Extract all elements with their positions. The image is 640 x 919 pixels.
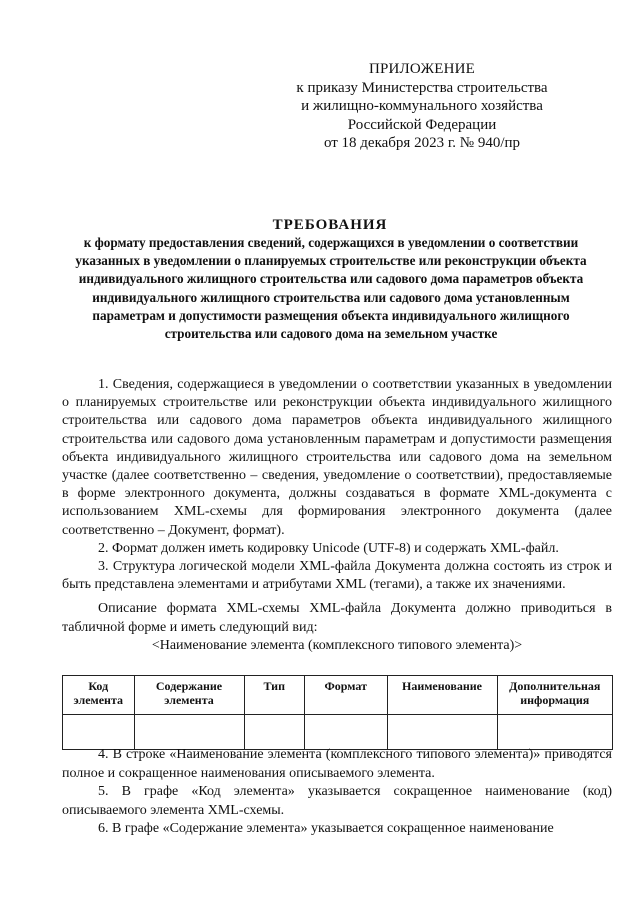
appendix-line-1: к приказу Министерства строительства	[296, 79, 548, 96]
paragraph-7: 6. В графе «Содержание элемента» указывается сокращенное наименование	[98, 821, 554, 837]
table-cell	[497, 715, 613, 750]
column-header: Тип	[244, 676, 305, 715]
column-header: Код элемента	[63, 676, 135, 715]
document-body	[62, 376, 612, 655]
table-cell	[305, 715, 388, 750]
paragraph-4: Описание формата XML-схемы XML-файла Документа должно приводиться в табличной форме и иметь следующий вид:	[62, 601, 612, 635]
table-header-row	[63, 676, 613, 715]
paragraph-1: 1. Сведения, содержащиеся в уведомлении о соответствии указанных в уведомлении о планируемых строительстве или реконструкции объекта индивидуального жилищного строительства или садового дома параметров объекта индивидуального жилищного строительства или садового дома установленным параметрам и допустимости размещения объекта индивидуального жилищного строительства или садового дома на земельном участке (далее соответственно – сведения, уведомление о соответствии), предоставляемые в форме электронного документа, должны создаваться в формате XML-документа с использованием XML-схемы для формирования электронного документа (далее соответственно – Документ, формат).	[62, 377, 612, 538]
column-header: Дополнительная информация	[497, 676, 613, 715]
paragraph-2: 2. Формат должен иметь кодировку Unicode (UTF-8) и содержать XML-файл.	[98, 540, 559, 556]
paragraph-5: 4. В строке «Наименование элемента (комплексного типового элемента)» приводятся полное и сокращенное наименования описываемого элемента.	[62, 747, 612, 781]
column-header: Наименование	[387, 676, 497, 715]
appendix-line-2: и жилищно-коммунального хозяйства	[301, 98, 543, 114]
document-subtitle: к формату предоставления сведений, содержащихся в уведомлении о соответствии указанных в уведомлении о планируемых строительстве или реконструкции объекта индивидуального жилищного строительства или садового дома параметров объекта индивидуального жилищного строительства или садового дома установленным параметрам и допустимости размещения объекта индивидуального жилищного строительства или садового дома на земельном участке	[75, 235, 587, 342]
paragraph-3: 3. Структура логической модели XML-файла Документа должна состоять из строк и быть представлена элементами и атрибутами XML (тегами), а также их значениями.	[62, 559, 612, 593]
paragraph-6: 5. В графе «Код элемента» указывается сокращенное наименование (код) описываемого элемента XML-схемы.	[62, 784, 612, 818]
document-body-continued	[62, 746, 612, 839]
table-row	[63, 715, 613, 750]
format-table	[62, 675, 613, 750]
appendix-line-3: Российской Федерации	[347, 116, 497, 133]
document-title: ТРЕБОВАНИЯ	[272, 217, 388, 233]
column-header: Формат	[305, 676, 388, 715]
appendix-line-4: от 18 декабря 2023 г. № 940/пр	[323, 135, 521, 151]
appendix-heading: ПРИЛОЖЕНИЕ	[368, 61, 476, 77]
column-header: Содержание элемента	[134, 676, 244, 715]
template-caption: <Наименование элемента (комплексного типового элемента)>	[151, 637, 523, 653]
table-cell	[244, 715, 305, 750]
table-cell	[134, 715, 244, 750]
table-cell	[63, 715, 135, 750]
table-cell	[387, 715, 497, 750]
appendix-block	[262, 60, 582, 153]
